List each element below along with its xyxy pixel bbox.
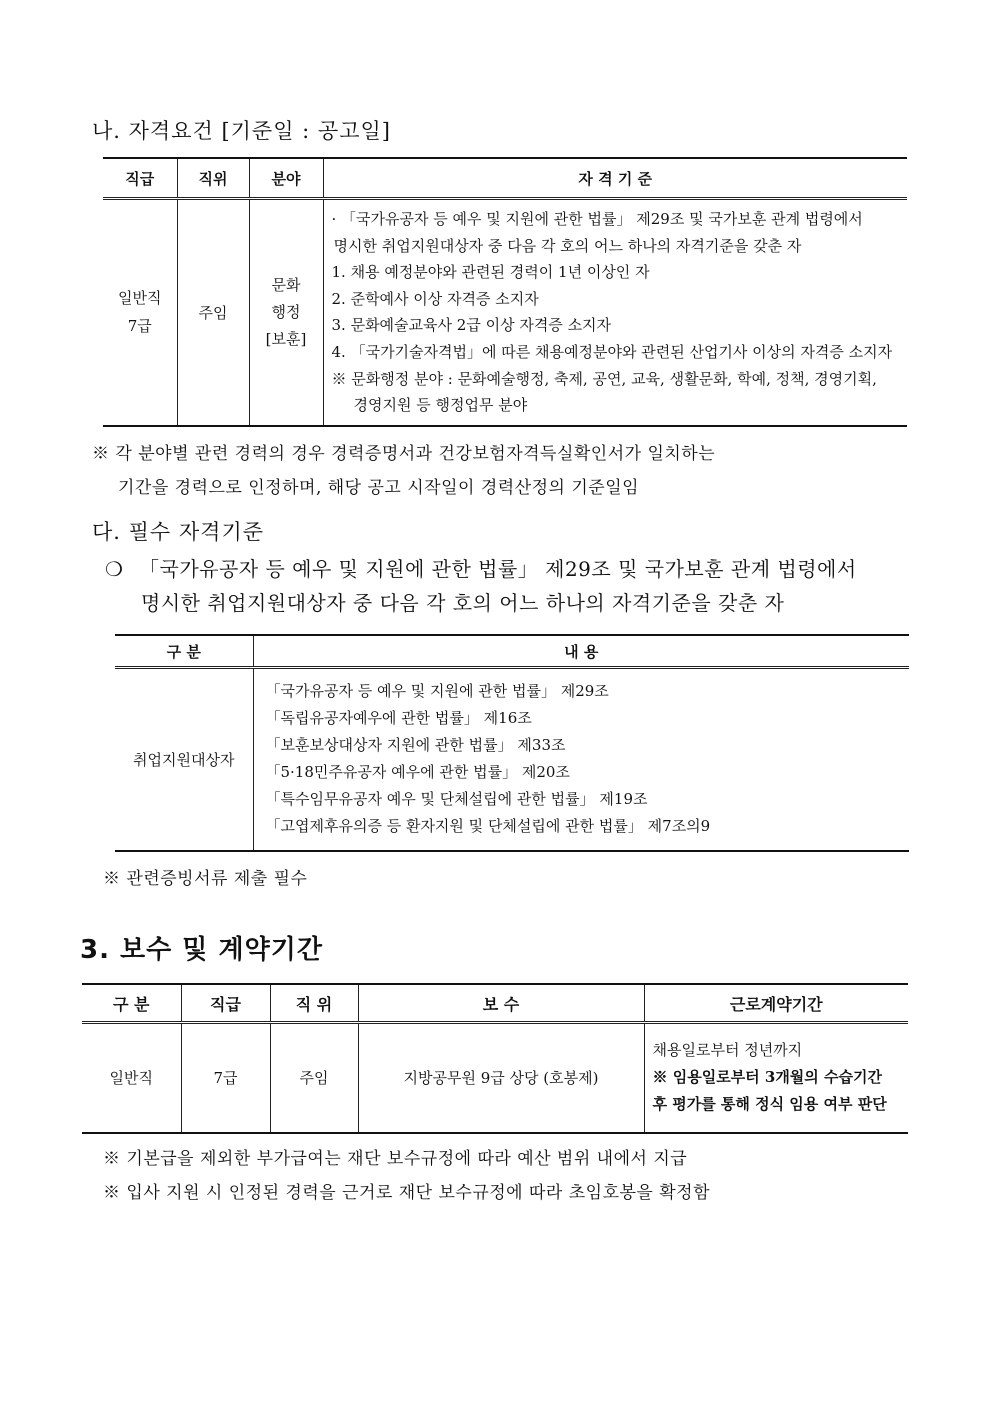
note-line: ※ 기본급을 제외한 부가급여는 재단 보수규정에 따라 예산 범위 내에서 지급 [103, 1149, 688, 1169]
header-position: 직위 [177, 158, 249, 199]
table-row [82, 1023, 908, 1133]
header-category: 구 분 [82, 984, 181, 1023]
header-content: 내 용 [253, 635, 909, 668]
table-header-row [103, 158, 907, 199]
cell-grade [103, 199, 177, 426]
table-row [103, 199, 907, 426]
criteria-line: · 「국가유공자 등 예우 및 지원에 관한 법률」 제29조 및 국가보훈 관계 법령에서 [331, 210, 863, 228]
header-contract-period: 근로계약기간 [644, 984, 908, 1023]
table-header-row [115, 635, 909, 668]
table-header-row [82, 984, 908, 1023]
cell-category: 일반직 [82, 1023, 181, 1133]
cell-criteria [323, 199, 907, 426]
cell-grade: 7급 [181, 1023, 270, 1133]
header-field: 분야 [249, 158, 323, 199]
required-criteria-bullet [105, 552, 857, 620]
section-title-salary: 3. 보수 및 계약기간 [80, 935, 323, 965]
bullet-line: 「국가유공자 등 예우 및 지원에 관한 법률」 제29조 및 국가보훈 관계 법령에서 [139, 557, 857, 581]
criteria-line: 명시한 취업지원대상자 중 다음 각 호의 어느 하나의 자격기준을 갖춘 자 [333, 236, 802, 255]
career-note [92, 437, 715, 505]
header-salary: 보 수 [358, 984, 644, 1023]
period-line: 채용일로부터 정년까지 [652, 1041, 803, 1060]
cell-contract-period [644, 1023, 908, 1133]
field-line: [보훈] [265, 329, 307, 348]
cell-laws [253, 668, 909, 851]
section-title-qualifications: 나. 자격요건 [기준일 : 공고일] [92, 119, 391, 143]
criteria-line: 2. 준학예사 이상 자격증 소지자 [331, 289, 539, 308]
header-grade: 직급 [103, 158, 177, 199]
note-line: 기간을 경력으로 인정하며, 해당 공고 시작일이 경력산정의 기준일임 [118, 478, 640, 498]
probation-note: ※ 임용일로부터 3개월의 수습기간 후 평가를 통해 정식 임용 여부 판단 [652, 1068, 887, 1114]
law-line: 「5·18민주유공자 예우에 관한 법률」 제20조 [265, 763, 570, 782]
criteria-line: 4. 「국가기술자격법」에 따른 채용예정분야와 관련된 산업기사 이상의 자격증 소지자 [331, 342, 893, 361]
documents-note: ※ 관련증빙서류 제출 필수 [103, 869, 308, 889]
law-line: 「특수임무유공자 예우 및 단체설립에 관한 법률」 제19조 [265, 790, 648, 809]
field-line: 행정 [271, 302, 301, 321]
cell-position: 주임 [270, 1023, 358, 1133]
header-criteria: 자 격 기 준 [323, 158, 907, 199]
grade-line: 7급 [127, 317, 152, 336]
table-row [115, 668, 909, 851]
law-line: 「국가유공자 등 예우 및 지원에 관한 법률」 제29조 [265, 682, 609, 701]
bullet-line: 명시한 취업지원대상자 중 다음 각 호의 어느 하나의 자격기준을 갖춘 자 [141, 591, 785, 615]
cell-field [249, 199, 323, 426]
section-title-required: 다. 필수 자격기준 [92, 520, 265, 544]
criteria-line: 3. 문화예술교육사 2급 이상 자격증 소지자 [331, 316, 612, 335]
header-grade: 직급 [181, 984, 270, 1023]
salary-table [82, 983, 908, 1134]
note-line: ※ 입사 지원 시 인정된 경력을 근거로 재단 보수규정에 따라 초임호봉을 확정함 [103, 1183, 711, 1203]
header-category: 구 분 [115, 635, 253, 668]
criteria-line: 경영지원 등 행정업무 분야 [353, 396, 528, 415]
cell-category: 취업지원대상자 [115, 668, 253, 851]
cell-position: 주임 [177, 199, 249, 426]
required-criteria-table [115, 634, 909, 852]
salary-notes [103, 1142, 710, 1210]
criteria-line: 1. 채용 예정분야와 관련된 경력이 1년 이상인 자 [331, 263, 650, 282]
grade-line: 일반직 [118, 289, 162, 308]
qualification-table [103, 157, 907, 427]
law-line: 「독립유공자예우에 관한 법률」 제16조 [265, 709, 532, 728]
field-line: 문화 [271, 275, 301, 294]
note-line: ※ 각 분야별 관련 경력의 경우 경력증명서과 건강보험자격득실확인서가 일치하는 [92, 444, 716, 464]
circle-bullet-icon: ❍ [105, 557, 124, 581]
law-line: 「보훈보상대상자 지원에 관한 법률」 제33조 [265, 736, 566, 755]
header-position: 직 위 [270, 984, 358, 1023]
criteria-line: ※ 문화행정 분야 : 문화예술행정, 축제, 공연, 교육, 생활문화, 학예, 정책, 경영기획, [331, 369, 877, 388]
law-line: 「고엽제후유의증 등 환자지원 및 단체설립에 관한 법률」 제7조의9 [265, 817, 711, 836]
cell-salary: 지방공무원 9급 상당 (호봉제) [358, 1023, 644, 1133]
